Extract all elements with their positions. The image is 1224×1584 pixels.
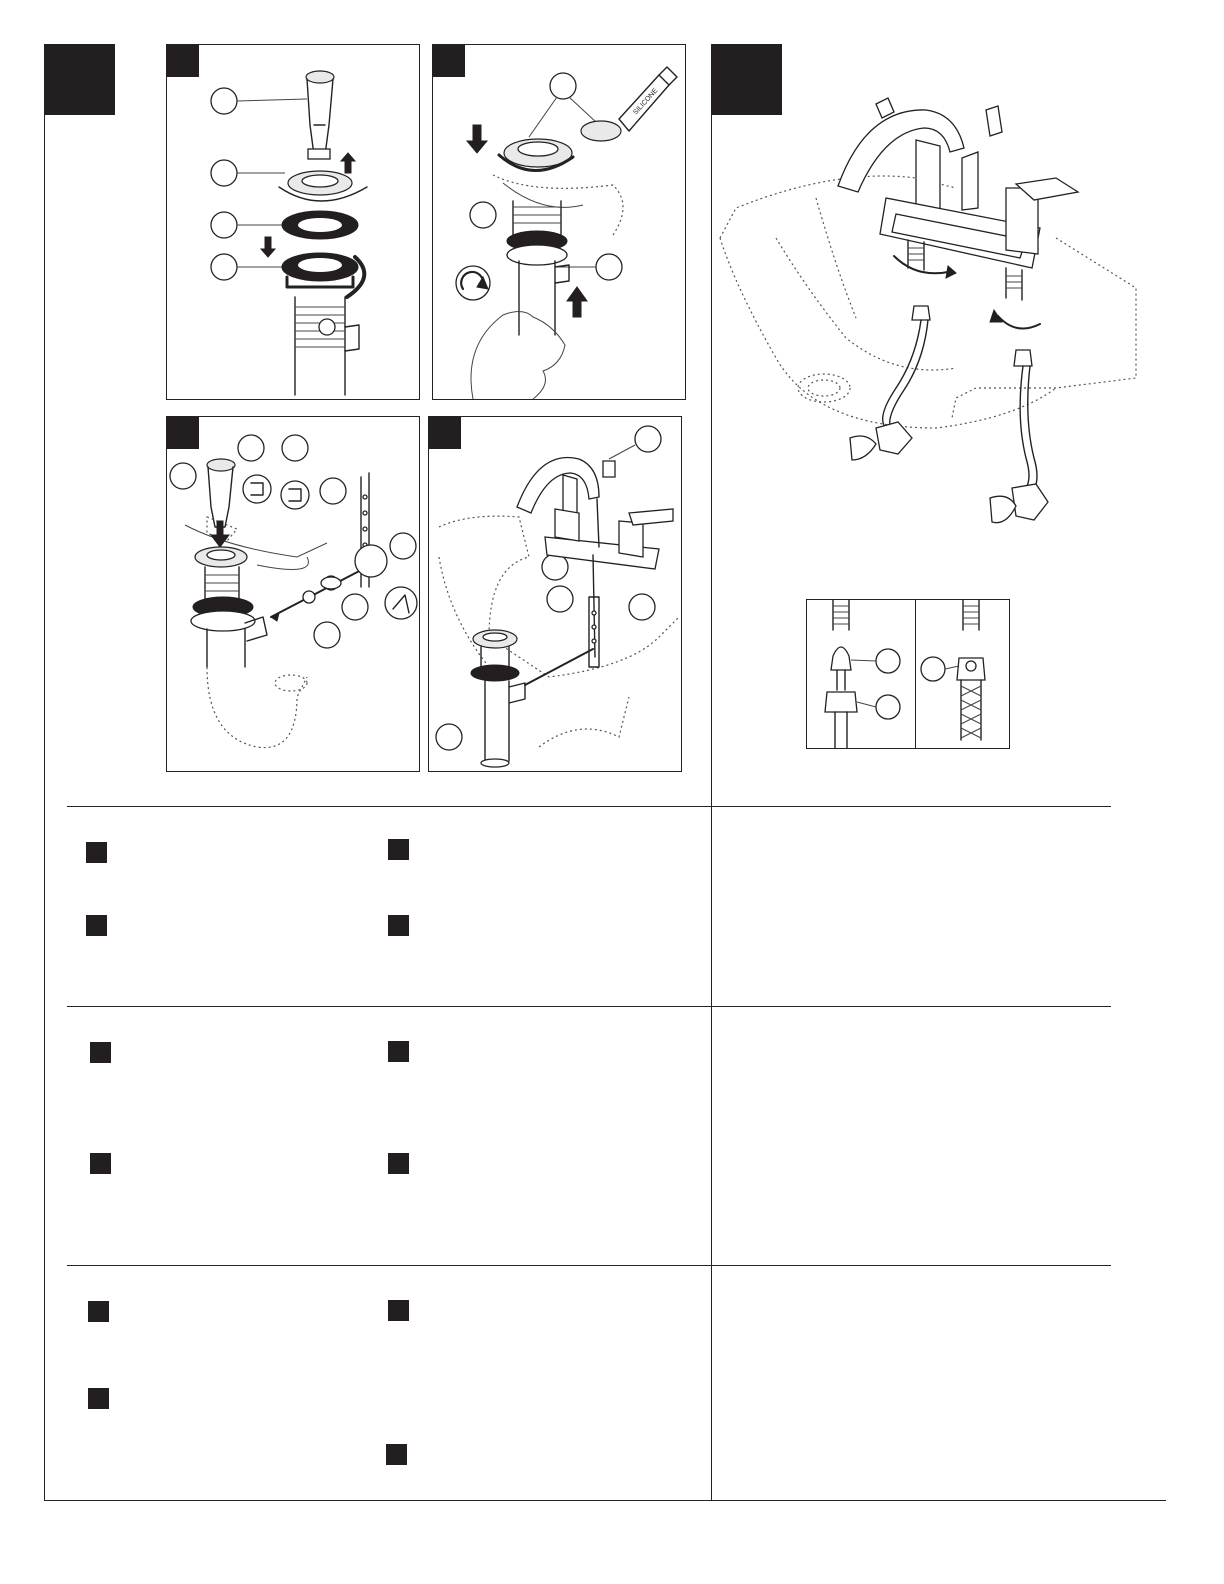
left-frame-line [44, 115, 45, 1501]
step-marker [388, 1153, 409, 1174]
figure-tab [429, 417, 461, 449]
step-marker [90, 1042, 111, 1063]
figure-tab [167, 45, 199, 77]
step-marker [90, 1153, 111, 1174]
figure-tab [167, 417, 199, 449]
figure-faucet-supply-connection [716, 88, 1156, 548]
row-divider-3 [67, 1265, 1111, 1266]
connector-detail-divider [915, 600, 916, 748]
step-block-left [44, 44, 115, 115]
row-divider-2 [67, 1006, 1111, 1007]
bottom-frame-line [44, 1500, 1166, 1501]
figure-pop-up-rod-connection [166, 416, 420, 772]
figure-faucet-lift-rod [428, 416, 682, 772]
step-marker [388, 1041, 409, 1062]
step-marker [388, 839, 409, 860]
figure-supply-connector-detail [806, 599, 1010, 749]
step-marker [388, 915, 409, 936]
row-divider-1 [67, 806, 1111, 807]
center-frame-line [711, 115, 712, 1501]
faucet-on-sink-icon [716, 88, 1156, 548]
silicone-label: SILICONE [632, 87, 660, 117]
figure-tab [433, 45, 465, 77]
supply-connectors-icon [807, 600, 1009, 748]
figure-drain-disassembly [166, 44, 420, 400]
pop-up-linkage-icon [167, 417, 419, 771]
step-marker [388, 1300, 409, 1321]
step-marker [86, 915, 107, 936]
step-marker [88, 1301, 109, 1322]
step-marker [88, 1388, 109, 1409]
step-marker [386, 1444, 407, 1465]
figure-drain-install-from-below [432, 44, 686, 400]
faucet-lift-rod-icon [429, 417, 681, 771]
step-marker [86, 842, 107, 863]
drain-body-silicone-icon [433, 45, 685, 399]
drain-assembly-exploded-icon [167, 45, 419, 399]
